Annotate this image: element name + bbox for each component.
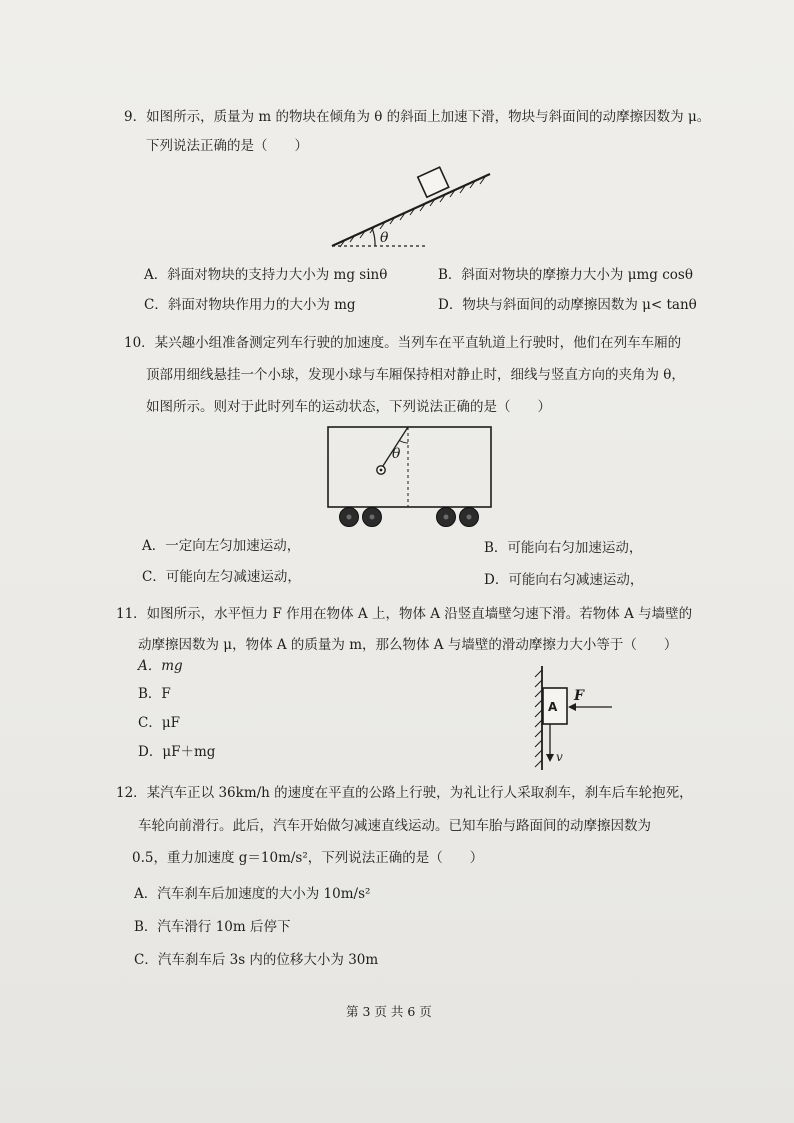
q10-stem-line3: 如图所示。则对于此时列车的运动状态，下列说法正确的是（ ） <box>146 399 551 415</box>
q9-option-d: D．物块与斜面间的动摩擦因数为 μ< tanθ <box>438 297 697 313</box>
q12-stem-line3: 0.5，重力加速度 g＝10m/s²，下列说法正确的是（ ） <box>132 850 484 866</box>
force-label: F <box>574 688 584 704</box>
q11-option-a: A．mg <box>138 658 183 674</box>
q11-stem-line1: 11．如图所示，水平恒力 F 作用在物体 A 上，物体 A 沿竖直墙壁匀速下滑。若物体 A 与墙壁的 <box>116 606 693 622</box>
q11-option-b: B．F <box>138 686 171 702</box>
q12-option-c: C．汽车刹车后 3s 内的位移大小为 30m <box>134 952 379 968</box>
q10-option-b: B．可能向右匀加速运动， <box>484 540 643 556</box>
q12-option-a: A．汽车刹车后加速度的大小为 10m/s² <box>134 886 371 902</box>
wall-block-figure <box>528 664 618 774</box>
q10-option-a: A．一定向左匀加速运动， <box>142 538 301 554</box>
q12-stem-line2: 车轮向前滑行。此后，汽车开始做匀减速直线运动。已知车胎与路面间的动摩擦因数为 <box>138 818 651 834</box>
q10-stem-line2: 顶部用细线悬挂一个小球，发现小球与车厢保持相对静止时，细线与竖直方向的夹角为 θ， <box>146 367 685 383</box>
theta-label-2: θ <box>392 446 401 462</box>
velocity-label: v <box>556 750 563 764</box>
page-footer: 第 3 页 共 6 页 <box>346 1004 432 1019</box>
q9-option-a: A．斜面对物块的支持力大小为 mg sinθ <box>144 267 388 283</box>
block <box>418 167 449 197</box>
q9-option-c: C．斜面对物块作用力的大小为 mg <box>144 297 356 313</box>
theta-label: θ <box>380 230 389 246</box>
q11-option-d: D．μF＋mg <box>138 744 216 760</box>
q11-stem-line2: 动摩擦因数为 μ，物体 A 的质量为 m，那么物体 A 与墙壁的滑动摩擦力大小等于（ ） <box>138 637 678 653</box>
block-label: A <box>548 700 558 714</box>
q9-stem-line1: 9．如图所示，质量为 m 的物块在倾角为 θ 的斜面上加速下滑，物块与斜面间的动摩擦因数为 μ。 <box>124 109 711 125</box>
q9-option-b: B．斜面对物块的摩擦力大小为 μmg cosθ <box>438 267 693 283</box>
q10-stem-line1: 10．某兴趣小组准备测定列车行驶的加速度。当列车在平直轨道上行驶时，他们在列车车厢的 <box>124 335 682 351</box>
q10-option-c: C．可能向左匀减速运动， <box>142 569 301 585</box>
incline-figure <box>330 168 500 252</box>
q11-option-c: C．μF <box>138 715 180 731</box>
q9-stem-line2: 下列说法正确的是（ ） <box>146 138 308 154</box>
train-car-figure <box>326 426 494 530</box>
q10-option-d: D．可能向右匀减速运动， <box>484 572 644 588</box>
q12-option-b: B．汽车滑行 10m 后停下 <box>134 919 291 935</box>
q12-stem-line1: 12．某汽车正以 36km/h 的速度在平直的公路上行驶，为礼让行人采取刹车，刹车后车轮抱死， <box>116 785 693 801</box>
